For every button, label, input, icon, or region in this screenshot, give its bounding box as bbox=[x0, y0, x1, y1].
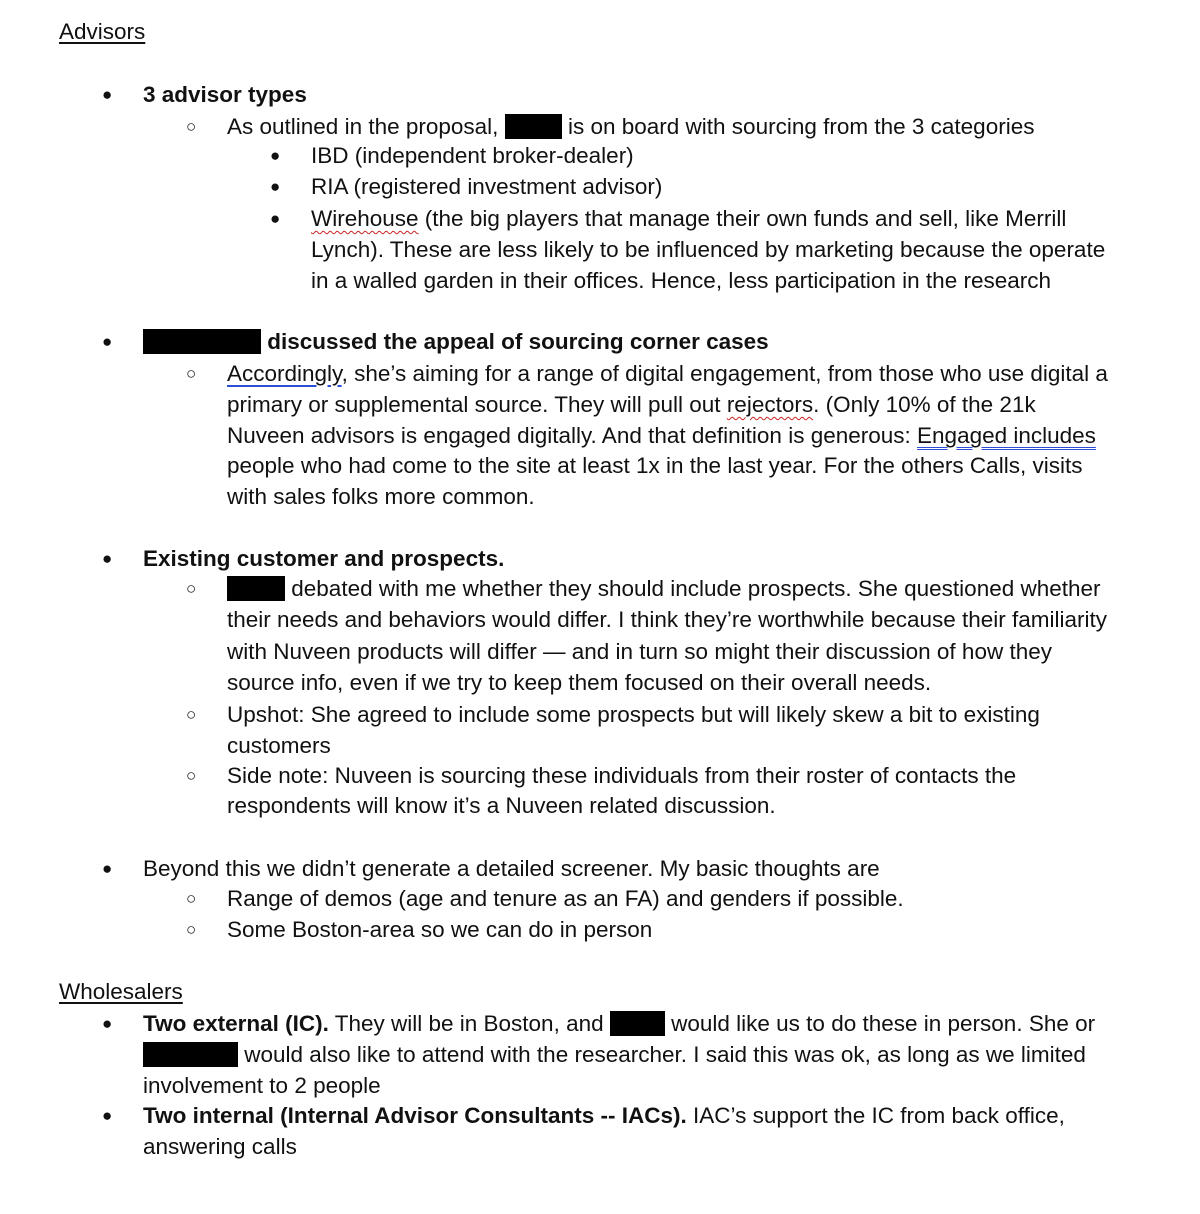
internal-line-2: answering calls bbox=[143, 1134, 297, 1159]
corner-line-2: primary or supplemental source. They will pull out rejectors. (Only 10% of the 21k bbox=[227, 392, 1036, 417]
advisors-heading: Advisors bbox=[59, 19, 146, 44]
bullet-icon: ● bbox=[102, 549, 113, 568]
existing-p2-line-2: customers bbox=[227, 733, 331, 758]
sub-bullet-icon: ○ bbox=[186, 889, 197, 908]
existing-p1-line-1: debated with me whether they should include prospects. She questioned whether bbox=[227, 573, 1101, 604]
sub-bullet-icon: ○ bbox=[186, 766, 197, 785]
existing-p2-line-1: Upshot: She agreed to include some prospects but will likely skew a bit to existing bbox=[227, 702, 1040, 727]
existing-p1-line-4: source info, even if we try to keep them focused on their overall needs. bbox=[227, 670, 932, 695]
bullet-icon: ● bbox=[270, 146, 281, 165]
existing-title: Existing customer and prospects. bbox=[143, 546, 505, 571]
existing-p1-line-3: with Nuveen products will differ — and in turn so might their discussion of how they bbox=[227, 639, 1052, 664]
corner-line-5: with sales folks more common. bbox=[227, 484, 535, 509]
external-line-2: would also like to attend with the researcher. I said this was ok, as long as we limited bbox=[143, 1039, 1086, 1070]
existing-p3-line-2: respondents will know it’s a Nuveen related discussion. bbox=[227, 793, 776, 818]
outlined-line: As outlined in the proposal, is on board with sourcing from the 3 categories bbox=[227, 114, 1035, 139]
type-ria: RIA (registered investment advisor) bbox=[311, 174, 663, 199]
wirehouse-line-3: in a walled garden in their offices. Hence, less participation in the research bbox=[311, 268, 1051, 293]
bullet-icon: ● bbox=[102, 859, 113, 878]
existing-p1-line-2: their needs and behaviors would differ. I think they’re worthwhile because their familiarity bbox=[227, 607, 1108, 632]
redaction-block bbox=[227, 576, 285, 601]
internal-line-1: Two internal (Internal Advisor Consultants -- IACs). IAC’s support the IC from back office, bbox=[143, 1103, 1065, 1128]
redaction-block bbox=[143, 329, 261, 354]
wirehouse-line-2: Lynch). These are less likely to be influenced by marketing because the operate bbox=[311, 237, 1106, 262]
sub-bullet-icon: ○ bbox=[186, 705, 197, 724]
corner-cases-title: discussed the appeal of sourcing corner cases bbox=[143, 326, 769, 357]
bullet-icon: ● bbox=[102, 1106, 113, 1125]
bullet-icon: ● bbox=[102, 85, 113, 104]
bullet-icon: ● bbox=[270, 209, 281, 228]
wholesalers-heading: Wholesalers bbox=[59, 979, 183, 1004]
beyond-text: Beyond this we didn’t generate a detailed screener. My basic thoughts are bbox=[143, 856, 880, 881]
redaction-block bbox=[610, 1011, 665, 1036]
corner-line-4: people who had come to the site at least 1x in the last year. For the others Calls, visits bbox=[227, 453, 1083, 478]
type-ibd: IBD (independent broker-dealer) bbox=[311, 143, 634, 168]
type-wirehouse: Wirehouse (the big players that manage their own funds and sell, like Merrill bbox=[311, 206, 1067, 231]
bullet-icon: ● bbox=[270, 177, 281, 196]
beyond-item-boston: Some Boston-area so we can do in person bbox=[227, 917, 653, 942]
existing-p3-line-1: Side note: Nuveen is sourcing these individuals from their roster of contacts the bbox=[227, 763, 1017, 788]
advisor-types-title: 3 advisor types bbox=[143, 82, 307, 107]
corner-line-1: Accordingly, she’s aiming for a range of digital engagement, from those who use digital a bbox=[227, 361, 1108, 386]
sub-bullet-icon: ○ bbox=[186, 579, 197, 598]
beyond-item-demos: Range of demos (age and tenure as an FA) and genders if possible. bbox=[227, 886, 904, 911]
sub-bullet-icon: ○ bbox=[186, 117, 197, 136]
external-line-1: Two external (IC). They will be in Boston, and would like us to do these in person. She or bbox=[143, 1011, 1096, 1036]
bullet-icon: ● bbox=[102, 332, 113, 351]
sub-bullet-icon: ○ bbox=[186, 364, 197, 383]
redaction-block bbox=[505, 114, 562, 139]
redaction-block bbox=[143, 1042, 238, 1067]
external-line-3: involvement to 2 people bbox=[143, 1073, 381, 1098]
corner-line-3: Nuveen advisors is engaged digitally. And that definition is generous: Engaged includes bbox=[227, 423, 1096, 448]
sub-bullet-icon: ○ bbox=[186, 920, 197, 939]
bullet-icon: ● bbox=[102, 1014, 113, 1033]
